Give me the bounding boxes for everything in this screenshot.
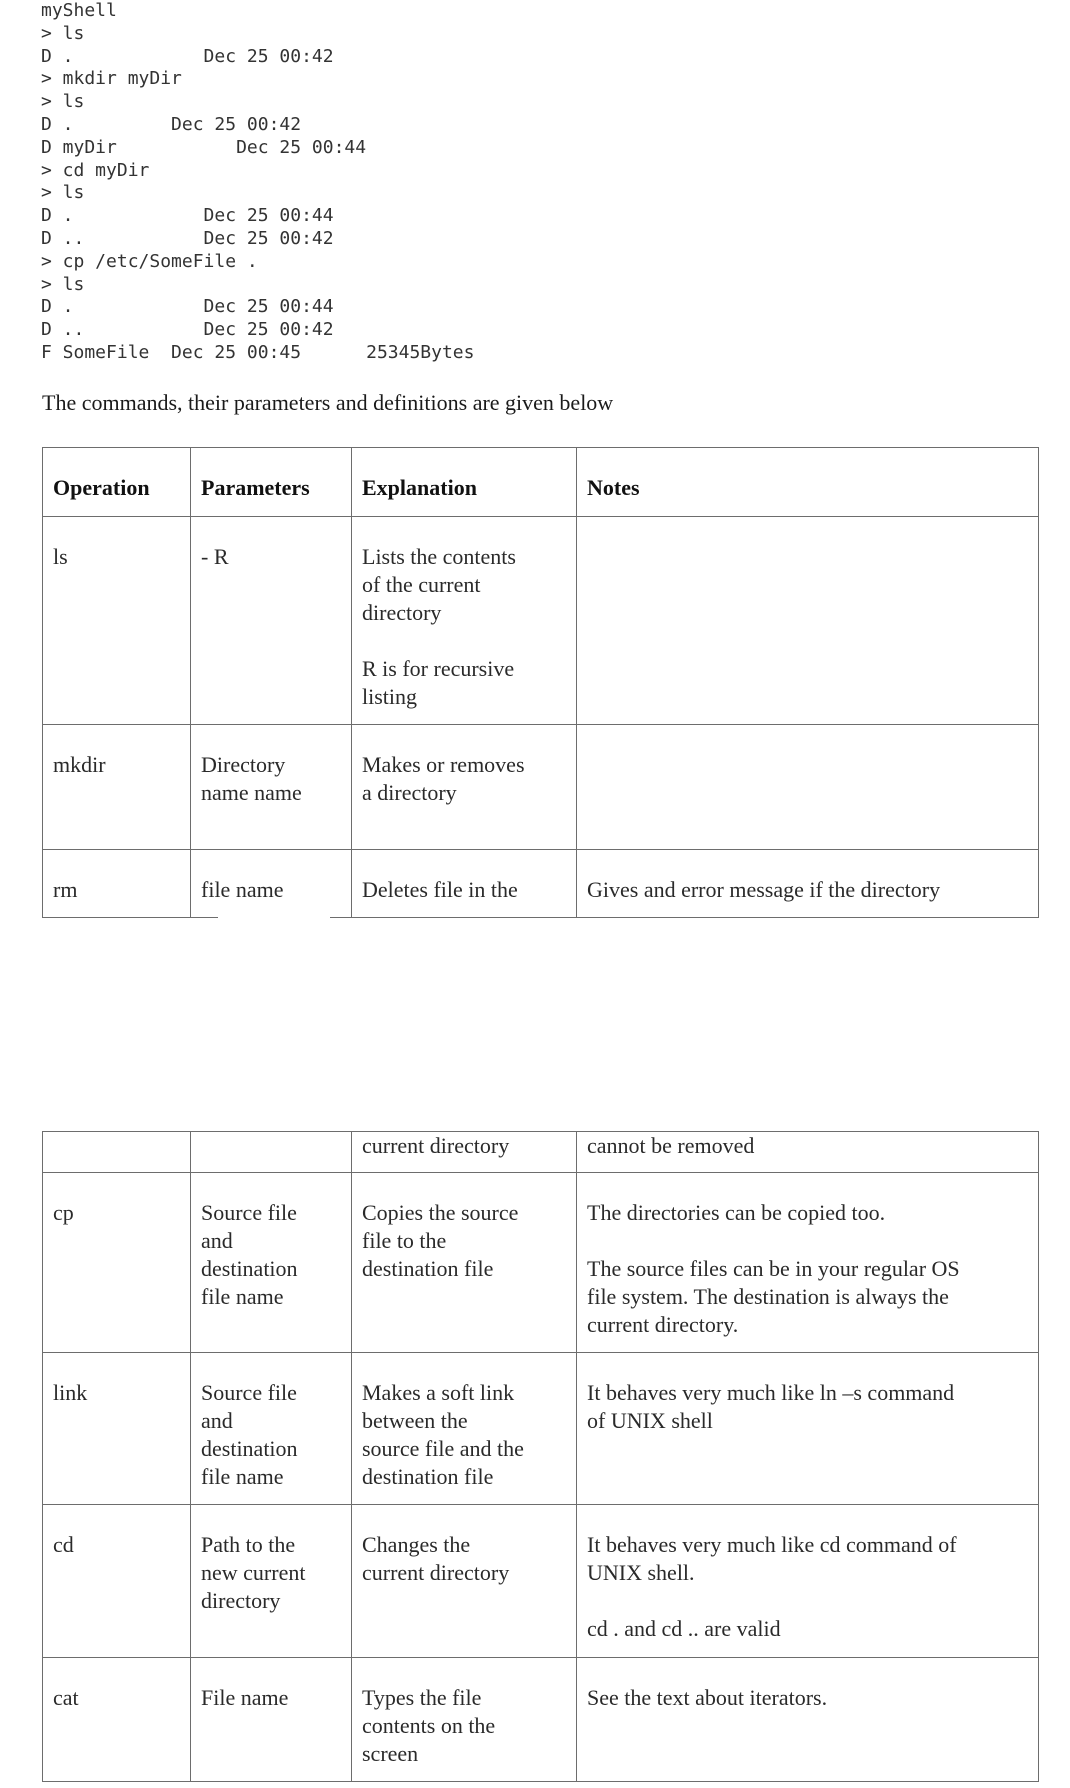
commands-table: [42, 447, 1039, 918]
table-row: [43, 850, 1039, 918]
cell-text: Lists the contents of the current directory R is for recursive listing: [362, 544, 516, 709]
header-notes: Notes: [577, 448, 1039, 517]
console-line: D myDir Dec 25 00:44: [41, 136, 367, 158]
cell-text: File name: [201, 1685, 289, 1710]
cell-text: Types the file contents on the screen: [362, 1685, 496, 1766]
cell-operation: [43, 1505, 191, 1658]
cell-text: It behaves very much like ln –s command of UNIX shell: [587, 1380, 955, 1433]
cell-text: Deletes file in the: [362, 877, 518, 902]
console-line: > ls: [41, 91, 85, 113]
console-line: D . Dec 25 00:44: [41, 205, 334, 227]
cell-explanation: [352, 725, 577, 850]
table-row: [43, 1505, 1039, 1658]
cell-explanation: [352, 850, 577, 918]
cell-text: ls: [53, 544, 68, 569]
cell-text: Path to the new current directory: [201, 1532, 306, 1613]
cell-text: Makes or removes a directory: [362, 752, 525, 805]
cell-text: The directories can be copied too. The source files can be in your regular OS file system. The destination is always the current directory.: [587, 1200, 960, 1337]
intro-sentence: The commands, their parameters and definitions are given below: [42, 390, 614, 415]
cell-operation: [43, 1132, 191, 1173]
console-line: D . Dec 25 00:44: [41, 296, 334, 318]
cell-parameters: [191, 1132, 352, 1173]
cell-notes: [577, 1353, 1039, 1505]
cell-notes: [577, 1505, 1039, 1658]
cell-operation: [43, 1658, 191, 1782]
cell-text: current directory: [362, 1133, 510, 1158]
cell-notes: [577, 1658, 1039, 1782]
page-break-gap: [218, 914, 330, 918]
header-parameters: Parameters: [191, 448, 352, 517]
header-operation: Operation: [43, 448, 191, 517]
cell-text: file name: [201, 877, 284, 902]
cell-notes: [577, 725, 1039, 850]
cell-text: Directory name name: [201, 752, 302, 805]
console-transcript: [41, 0, 474, 365]
cell-text: See the text about iterators.: [587, 1685, 828, 1710]
cell-text: Copies the source file to the destination file: [362, 1200, 519, 1281]
cell-text: Source file and destination file name: [201, 1200, 298, 1309]
console-line: D .. Dec 25 00:42: [41, 319, 334, 341]
console-line: > ls: [41, 273, 85, 295]
cell-parameters: [191, 725, 352, 850]
console-line: myShell: [41, 0, 117, 21]
table-row: [43, 1353, 1039, 1505]
cell-text: Changes the current directory: [362, 1532, 510, 1585]
cell-text: cd: [53, 1532, 74, 1557]
cell-explanation: [352, 1173, 577, 1353]
cell-operation: [43, 1353, 191, 1505]
cell-parameters: [191, 1353, 352, 1505]
cell-parameters: [191, 1505, 352, 1658]
cell-parameters: [191, 1658, 352, 1782]
console-line: > cd myDir: [41, 159, 150, 181]
cell-parameters: [191, 517, 352, 725]
cell-parameters: [191, 850, 352, 918]
cell-operation: [43, 850, 191, 918]
console-line: D .. Dec 25 00:42: [41, 227, 334, 249]
cell-operation: [43, 517, 191, 725]
console-line: > mkdir myDir: [41, 68, 182, 90]
cell-text: mkdir: [53, 752, 106, 777]
cell-text: Makes a soft link between the source file and the destination file: [362, 1380, 524, 1489]
cell-text: cp: [53, 1200, 74, 1225]
cell-operation: [43, 725, 191, 850]
cell-explanation: [352, 1353, 577, 1505]
console-line: F SomeFile Dec 25 00:45 25345Bytes: [41, 341, 475, 363]
commands-table-continued: [42, 1131, 1039, 1782]
cell-text: cannot be removed: [587, 1133, 755, 1158]
table-row: [43, 517, 1039, 725]
header-explanation: Explanation: [352, 448, 577, 517]
table-row: [43, 1173, 1039, 1353]
cell-text: cat: [53, 1685, 79, 1710]
table-row-continuation: [43, 1132, 1039, 1173]
cell-explanation: [352, 517, 577, 725]
console-line: > ls: [41, 182, 85, 204]
cell-explanation: [352, 1505, 577, 1658]
cell-explanation: [352, 1658, 577, 1782]
cell-notes: [577, 850, 1039, 918]
cell-notes: [577, 517, 1039, 725]
cell-operation: [43, 1173, 191, 1353]
cell-parameters: [191, 1173, 352, 1353]
console-line: > cp /etc/SomeFile .: [41, 250, 258, 272]
cell-text: rm: [53, 877, 78, 902]
cell-text: Source file and destination file name: [201, 1380, 298, 1489]
cell-text: It behaves very much like cd command of UNIX shell. cd . and cd .. are valid: [587, 1532, 957, 1641]
cell-text: Gives and error message if the directory: [587, 877, 941, 902]
table-row: [43, 1658, 1039, 1782]
table-row: [43, 725, 1039, 850]
console-line: D . Dec 25 00:42: [41, 113, 302, 135]
console-line: > ls: [41, 22, 85, 44]
console-line: D . Dec 25 00:42: [41, 45, 334, 67]
cell-explanation: [352, 1132, 577, 1173]
table-header-row: [43, 448, 1039, 517]
cell-text: link: [53, 1380, 88, 1405]
cell-notes: [577, 1132, 1039, 1173]
cell-notes: [577, 1173, 1039, 1353]
cell-text: - R: [201, 544, 229, 569]
